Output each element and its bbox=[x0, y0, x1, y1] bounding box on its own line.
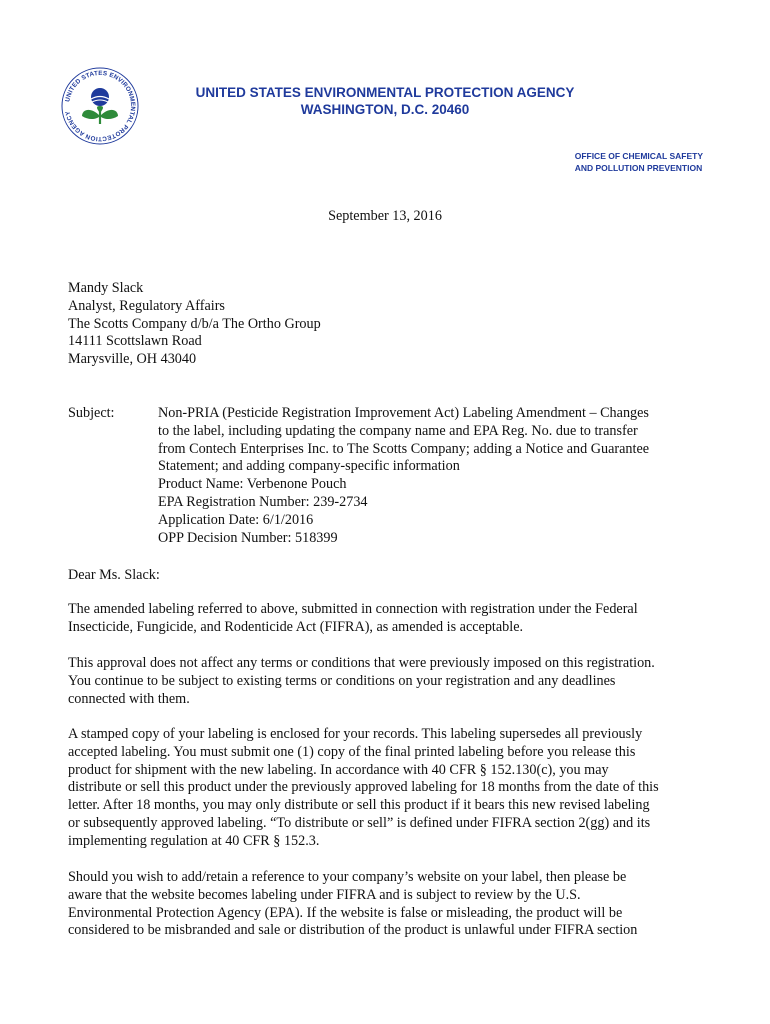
paragraph-1 bbox=[68, 601, 708, 637]
subject-label: Subject: bbox=[68, 405, 115, 421]
paragraph-line: The amended labeling referred to above, submitted in connection with registration under the Federal bbox=[68, 601, 638, 617]
agency-heading bbox=[160, 84, 610, 118]
paragraph-line: aware that the website becomes labeling under FIFRA and is subject to review by the U.S. bbox=[68, 886, 581, 903]
paragraph-line: Insecticide, Fungicide, and Rodenticide Act (FIFRA), as amended is acceptable. bbox=[68, 618, 524, 635]
salutation: Dear Ms. Slack: bbox=[68, 567, 160, 583]
svg-text:UNITED STATES ENVIRONMENTAL PR bbox=[64, 70, 136, 142]
paragraph-line: connected with them. bbox=[68, 690, 190, 707]
paragraph-line: letter. After 18 months, you may only distribute or sell this product if it bears this new revised labeling bbox=[68, 797, 650, 814]
office-line-1: OFFICE OF CHEMICAL SAFETY bbox=[574, 151, 703, 161]
paragraph-line: distribute or sell this product under the previously approved labeling for 18 months from the date of this bbox=[68, 779, 659, 796]
paragraph-line: This approval does not affect any terms or conditions that were previously imposed on this registration. bbox=[68, 655, 655, 671]
paragraph-line: implementing regulation at 40 CFR § 152.3. bbox=[68, 832, 320, 849]
paragraph-line: You continue to be subject to existing terms or conditions on your registration and any deadlines bbox=[68, 672, 616, 689]
application-date: Application Date: 6/1/2016 bbox=[158, 511, 314, 528]
registration-number: EPA Registration Number: 239-2734 bbox=[158, 493, 368, 510]
address-line: Mandy Slack bbox=[68, 280, 144, 296]
address-line: Analyst, Regulatory Affairs bbox=[68, 297, 225, 314]
paragraph-line: Should you wish to add/retain a reference to your company’s website on your label, then please be bbox=[68, 869, 627, 885]
paragraph-line: considered to be misbranded and sale or distribution of the product is unlawful under FIFRA section bbox=[68, 922, 638, 939]
address-line: 14111 Scottslawn Road bbox=[68, 333, 202, 350]
agency-address: WASHINGTON, D.C. 20460 bbox=[300, 102, 470, 117]
paragraph-2 bbox=[68, 655, 708, 708]
subject-block bbox=[158, 405, 698, 547]
subject-line: Statement; and adding company-specific information bbox=[158, 458, 460, 475]
address-line: Marysville, OH 43040 bbox=[68, 351, 197, 368]
paragraph-line: Environmental Protection Agency (EPA). If the website is false or misleading, the product will be bbox=[68, 904, 623, 921]
paragraph-line: or subsequently approved labeling. “To distribute or sell” is defined under FIFRA section 2(gg) and its bbox=[68, 814, 651, 831]
seal-text: UNITED STATES ENVIRONMENTAL PROTECTION AGENCY bbox=[64, 69, 137, 143]
paragraph-line: A stamped copy of your labeling is enclosed for your records. This labeling supersedes all previously bbox=[68, 726, 643, 742]
office-heading bbox=[575, 150, 703, 174]
paragraph-4 bbox=[68, 869, 708, 940]
address-line: The Scotts Company d/b/a The Ortho Group bbox=[68, 315, 321, 332]
epa-seal-icon bbox=[60, 66, 140, 146]
paragraph-line: accepted labeling. You must submit one (1) copy of the final printed labeling before you release this bbox=[68, 743, 636, 760]
paragraph-line: product for shipment with the new labeling. In accordance with 40 CFR § 152.130(c), you may bbox=[68, 761, 609, 778]
paragraph-3 bbox=[68, 726, 708, 851]
decision-number: OPP Decision Number: 518399 bbox=[158, 529, 338, 546]
letter-date: September 13, 2016 bbox=[328, 208, 442, 224]
agency-name: UNITED STATES ENVIRONMENTAL PROTECTION AGENCY bbox=[195, 85, 575, 100]
subject-line: Non-PRIA (Pesticide Registration Improvement Act) Labeling Amendment – Changes bbox=[158, 405, 649, 421]
product-name: Product Name: Verbenone Pouch bbox=[158, 476, 347, 493]
office-line-2: AND POLLUTION PREVENTION bbox=[574, 163, 703, 173]
subject-line: from Contech Enterprises Inc. to The Scotts Company; adding a Notice and Guarantee bbox=[158, 440, 650, 457]
subject-line: to the label, including updating the company name and EPA Reg. No. due to transfer bbox=[158, 422, 638, 439]
recipient-address bbox=[68, 280, 321, 369]
